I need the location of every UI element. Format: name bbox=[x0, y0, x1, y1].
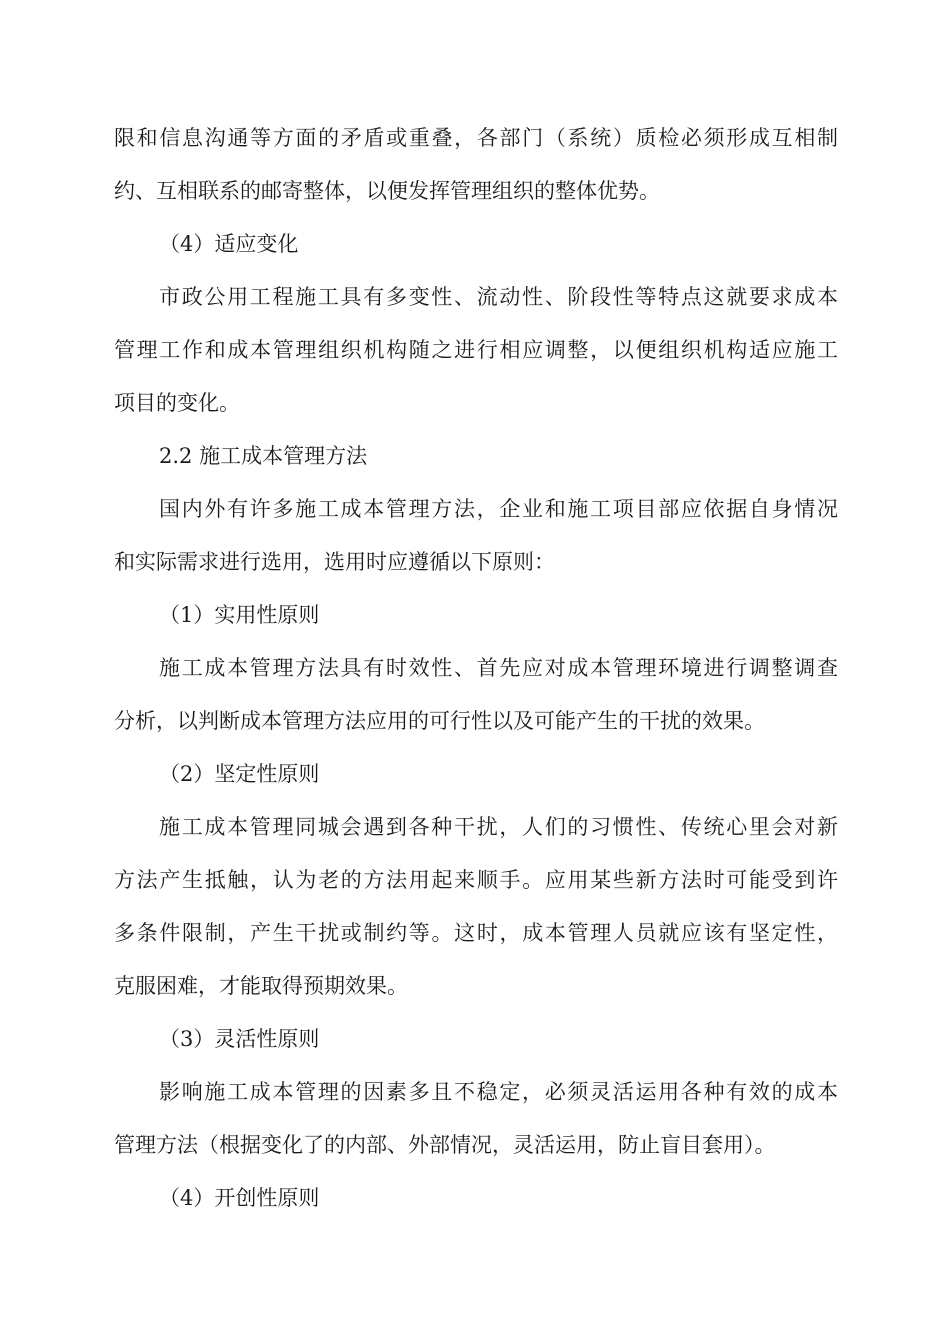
body-text bbox=[114, 112, 838, 1225]
paragraph-line: 项目的变化。 bbox=[114, 391, 240, 415]
paragraph-line: 管理工作和成本管理组织机构随之进行相应调整，以便组织机构适应施工 bbox=[114, 338, 838, 362]
paragraph-line: 施工成本管理方法具有时效性、首先应对成本管理环境进行调整调查 bbox=[159, 656, 838, 680]
section-heading: （4）开创性原则 bbox=[159, 1186, 320, 1210]
section-heading: （1）实用性原则 bbox=[159, 603, 320, 627]
paragraph-line: 施工成本管理同城会遇到各种干扰，人们的习惯性、传统心里会对新 bbox=[159, 815, 838, 839]
paragraph-line: 国内外有许多施工成本管理方法，企业和施工项目部应依据自身情况 bbox=[159, 497, 838, 521]
section-heading: 2.2 施工成本管理方法 bbox=[159, 444, 368, 468]
paragraph-line: 管理方法（根据变化了的内部、外部情况，灵活运用，防止盲目套用）。 bbox=[114, 1133, 776, 1157]
paragraph-line: 方法产生抵触，认为老的方法用起来顺手。应用某些新方法时可能受到许 bbox=[114, 868, 838, 892]
paragraph-line: 和实际需求进行选用，选用时应遵循以下原则： bbox=[114, 550, 555, 574]
paragraph-line: 约、互相联系的邮寄整体，以便发挥管理组织的整体优势。 bbox=[114, 179, 660, 203]
paragraph-line: 克服困难，才能取得预期效果。 bbox=[114, 974, 408, 998]
paragraph-line: 影响施工成本管理的因素多且不稳定，必须灵活运用各种有效的成本 bbox=[159, 1080, 838, 1104]
section-heading: （2）坚定性原则 bbox=[159, 762, 320, 786]
section-heading: （3）灵活性原则 bbox=[159, 1027, 320, 1051]
paragraph-line: 限和信息沟通等方面的矛盾或重叠，各部门（系统）质检必须形成互相制 bbox=[114, 126, 838, 150]
paragraph-line: 分析，以判断成本管理方法应用的可行性以及可能产生的干扰的效果。 bbox=[114, 709, 765, 733]
section-heading: （4）适应变化 bbox=[159, 232, 299, 256]
paragraph-line: 多条件限制，产生干扰或制约等。这时，成本管理人员就应该有坚定性， bbox=[114, 921, 838, 945]
paragraph-line: 市政公用工程施工具有多变性、流动性、阶段性等特点这就要求成本 bbox=[159, 285, 838, 309]
